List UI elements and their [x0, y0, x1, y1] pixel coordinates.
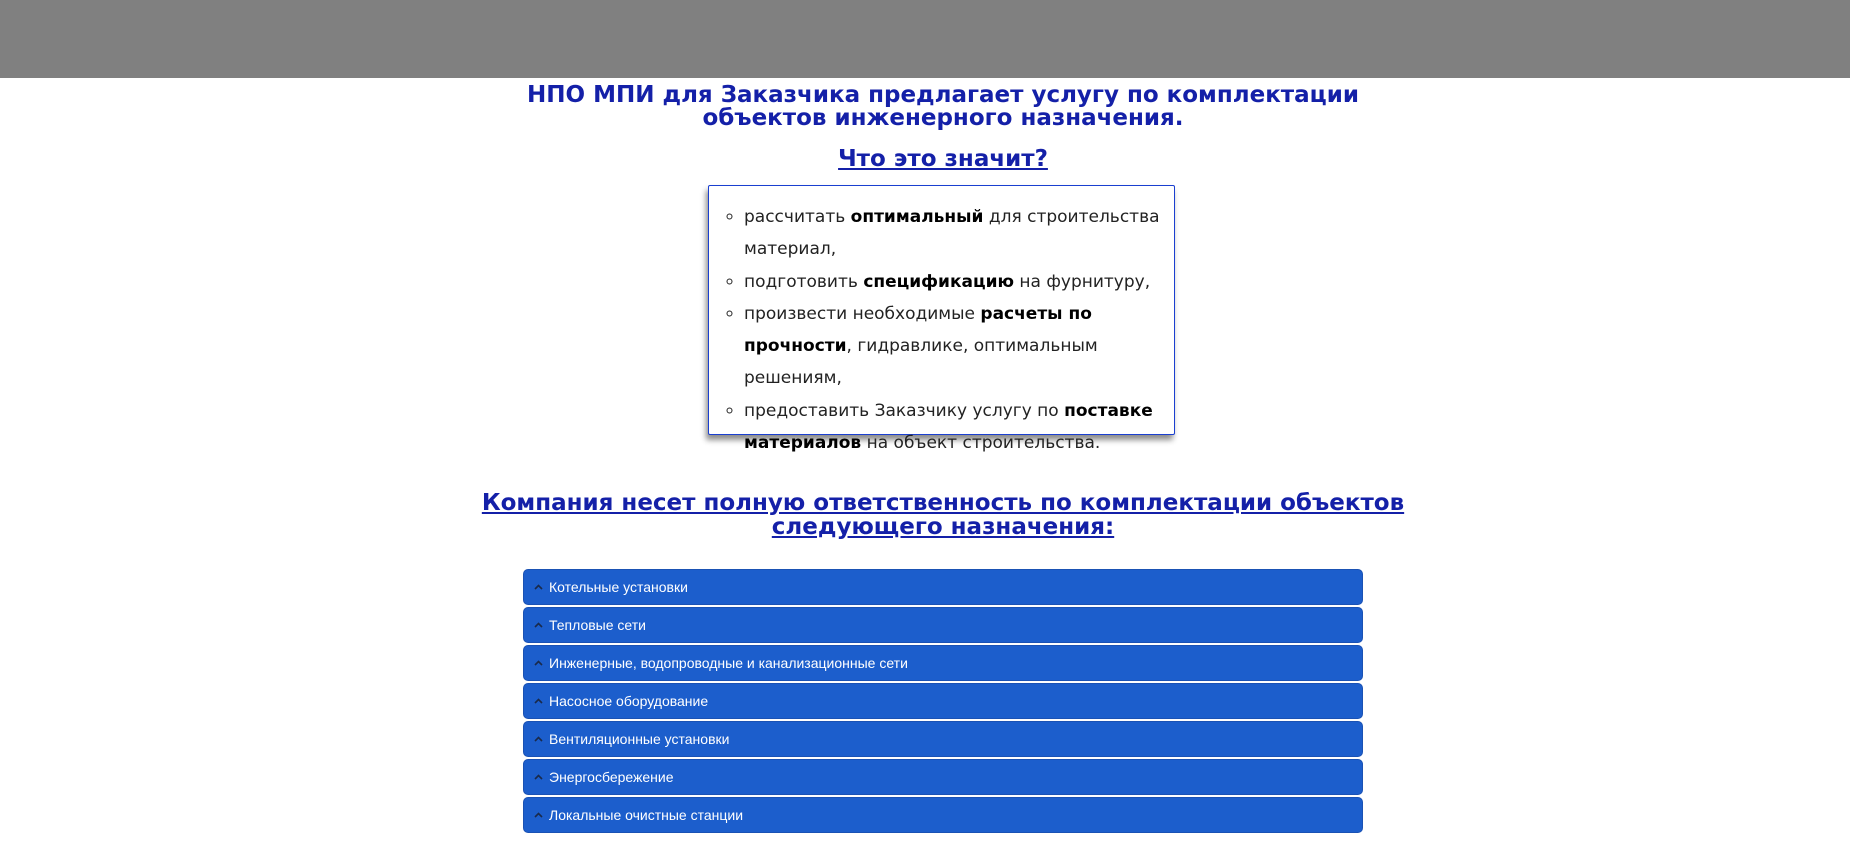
accordion-item[interactable] [523, 569, 1363, 605]
top-banner [0, 0, 1850, 78]
accordion-item-label: Котельные установки [549, 579, 688, 595]
item-text-pre: произвести необходимые [744, 303, 981, 324]
page-title [0, 84, 1850, 130]
item-text-bold: расчеты по прочности [744, 303, 1092, 357]
item-text-bold: спецификацию [863, 271, 1015, 292]
accordion-item-label: Тепловые сети [549, 617, 646, 633]
services-box [708, 185, 1175, 454]
item-text-post: , гидравлике, оптимальным решениям, [744, 336, 1098, 389]
responsibility-heading-line1: Компания несет полную ответственность по комплектации объектов [481, 490, 1405, 516]
item-text-pre: подготовить [744, 271, 864, 292]
item-text-bold: оптимальный [850, 207, 984, 227]
accordion-item[interactable] [523, 759, 1363, 795]
responsibility-heading [0, 491, 1850, 539]
services-list-item [744, 395, 1174, 460]
accordion-item[interactable] [523, 607, 1363, 643]
accordion-item[interactable] [523, 683, 1363, 719]
chevron-up-icon [533, 696, 543, 706]
item-text-post: на объект строительства. [861, 433, 1101, 454]
page-title-line2: объектов инженерного назначения. [702, 105, 1184, 131]
accordion-item[interactable] [523, 721, 1363, 757]
object-types-accordion [523, 569, 1363, 835]
services-list-item [744, 298, 1174, 395]
chevron-up-icon [533, 810, 543, 820]
responsibility-heading-line2: следующего назначения: [771, 514, 1115, 540]
page-title-line1: НПО МПИ для Заказчика предлагает услугу по комплектации [527, 82, 1359, 108]
accordion-item[interactable] [523, 797, 1363, 833]
accordion-item[interactable] [523, 645, 1363, 681]
item-text-pre: предоставить Заказчику услугу по [744, 400, 1065, 421]
accordion-item-label: Инженерные, водопроводные и канализационные сети [549, 655, 908, 671]
what-it-means-heading: Что это значит? [838, 146, 1048, 172]
chevron-up-icon [533, 734, 543, 744]
chevron-up-icon [533, 658, 543, 668]
chevron-up-icon [533, 582, 543, 592]
accordion-item-label: Энергосбережение [549, 769, 674, 785]
item-text-post: на фурнитуру, [1014, 271, 1151, 292]
item-text-bold: поставке материалов [744, 400, 1153, 454]
item-text-pre: рассчитать [744, 207, 851, 227]
accordion-item-label: Локальные очистные станции [549, 807, 744, 823]
services-list-item [744, 201, 1174, 266]
accordion-item-label: Насосное оборудование [549, 693, 709, 709]
services-list-item [744, 266, 1174, 298]
services-list [709, 186, 1174, 459]
item-text-post: для строительства материал, [744, 207, 1160, 260]
chevron-up-icon [533, 772, 543, 782]
accordion-item-label: Вентиляционные установки [549, 731, 730, 747]
chevron-up-icon [533, 620, 543, 630]
